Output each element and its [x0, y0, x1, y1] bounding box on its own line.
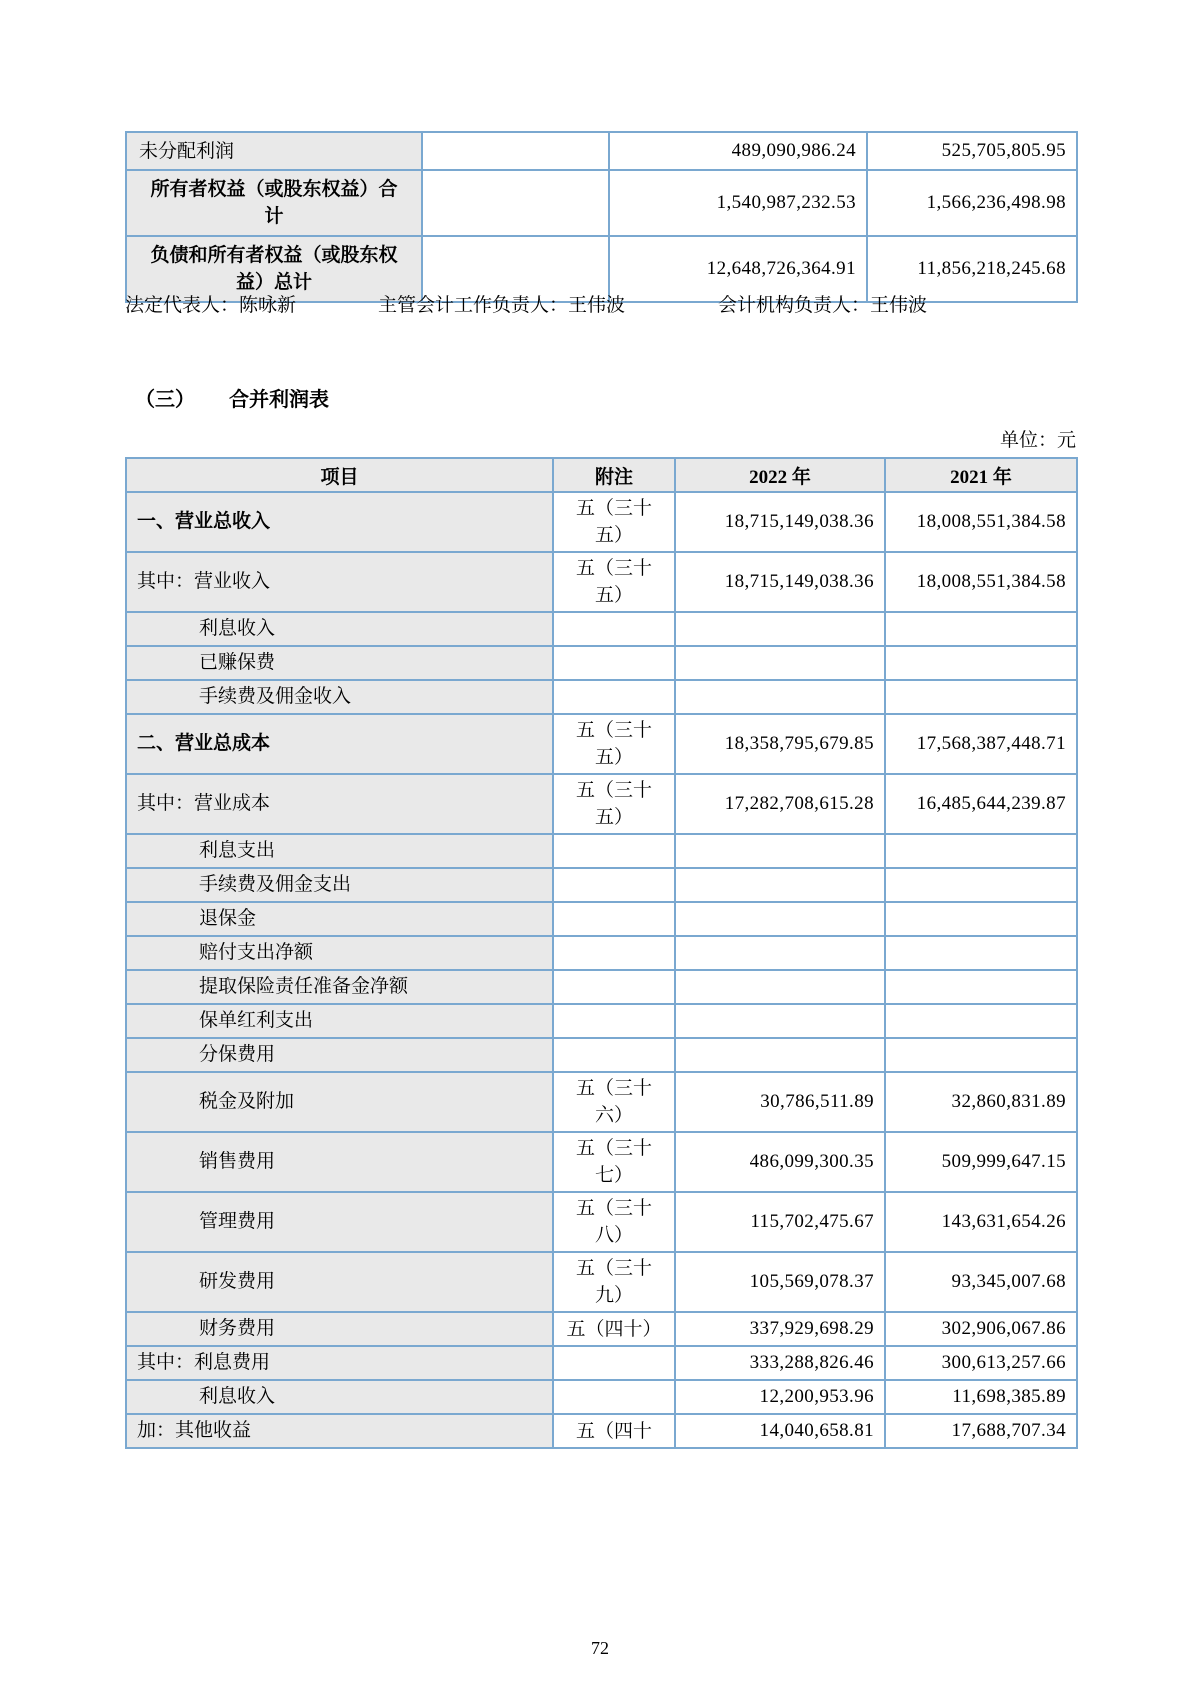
- note-cell: [553, 1380, 675, 1414]
- section-title: 合并利润表: [229, 389, 329, 411]
- note-cell: [553, 902, 675, 936]
- note-cell: [553, 646, 675, 680]
- value-2021-cell: 18,008,551,384.58: [885, 552, 1077, 612]
- table-row: [126, 902, 1077, 936]
- value-2022-cell: [675, 902, 885, 936]
- note-cell: [553, 936, 675, 970]
- note-cell: [422, 170, 609, 236]
- value-2022-cell: 14,040,658.81: [675, 1414, 885, 1448]
- unit-label: 单位：元: [999, 430, 1076, 451]
- note-cell: [553, 970, 675, 1004]
- header-2021: 2021 年: [885, 458, 1077, 492]
- value-2021-cell: [885, 680, 1077, 714]
- value-2021-cell: 11,856,218,245.68: [867, 236, 1077, 302]
- value-2022-cell: 333,288,826.46: [675, 1346, 885, 1380]
- table-row: [126, 1346, 1077, 1380]
- accounting-dept-head-signature: 会计机构负责人：王伟波: [718, 295, 928, 316]
- value-2022-cell: 18,358,795,679.85: [675, 714, 885, 774]
- value-2021-cell: [885, 1004, 1077, 1038]
- table-row: [126, 774, 1077, 834]
- note-cell: 五（三十六）: [553, 1072, 675, 1132]
- table-row: [126, 1004, 1077, 1038]
- table-row: [126, 170, 1077, 236]
- header-2022: 2022 年: [675, 458, 885, 492]
- income-statement-table: [125, 457, 1078, 1449]
- balance-sheet-continuation-table: [125, 131, 1078, 303]
- value-2022-cell: 486,099,300.35: [675, 1132, 885, 1192]
- item-label-cell: 其中：营业收入: [126, 552, 553, 612]
- item-label-cell: 利息收入: [126, 612, 553, 646]
- value-2022-cell: 105,569,078.37: [675, 1252, 885, 1312]
- value-2021-cell: 32,860,831.89: [885, 1072, 1077, 1132]
- value-2022-cell: [675, 936, 885, 970]
- item-label-cell: 利息收入: [126, 1380, 553, 1414]
- table-row: [126, 714, 1077, 774]
- value-2021-cell: 18,008,551,384.58: [885, 492, 1077, 552]
- table-row: [126, 1252, 1077, 1312]
- section-number: （三）: [135, 389, 195, 411]
- value-2022-cell: 1,540,987,232.53: [609, 170, 867, 236]
- note-cell: [553, 868, 675, 902]
- value-2021-cell: [885, 1038, 1077, 1072]
- item-label-cell: 退保金: [126, 902, 553, 936]
- item-label-cell: 管理费用: [126, 1192, 553, 1252]
- note-cell: [553, 680, 675, 714]
- table-row: [126, 970, 1077, 1004]
- note-cell: [553, 1346, 675, 1380]
- item-label-cell: 提取保险责任准备金净额: [126, 970, 553, 1004]
- value-2022-cell: [675, 970, 885, 1004]
- note-cell: 五（三十九）: [553, 1252, 675, 1312]
- item-label-cell: 未分配利润: [126, 132, 422, 170]
- value-2021-cell: [885, 936, 1077, 970]
- value-2021-cell: 300,613,257.66: [885, 1346, 1077, 1380]
- item-label-cell: 手续费及佣金收入: [126, 680, 553, 714]
- value-2021-cell: 525,705,805.95: [867, 132, 1077, 170]
- value-2022-cell: [675, 834, 885, 868]
- table-row: [126, 612, 1077, 646]
- legal-representative-signature: 法定代表人：陈咏新: [125, 295, 297, 316]
- chief-accounting-officer-signature: 主管会计工作负责人：王伟波: [378, 295, 626, 316]
- table-row: [126, 492, 1077, 552]
- table-row: [126, 936, 1077, 970]
- item-label-cell: 二、营业总成本: [126, 714, 553, 774]
- item-label-cell: 一、营业总收入: [126, 492, 553, 552]
- value-2022-cell: 12,200,953.96: [675, 1380, 885, 1414]
- item-label-cell: 手续费及佣金支出: [126, 868, 553, 902]
- table-row: [126, 1132, 1077, 1192]
- table-row: [126, 1072, 1077, 1132]
- value-2021-cell: 302,906,067.86: [885, 1312, 1077, 1346]
- item-label-cell: 保单红利支出: [126, 1004, 553, 1038]
- header-item: 项目: [126, 458, 553, 492]
- value-2022-cell: 18,715,149,038.36: [675, 492, 885, 552]
- item-label-cell: 负债和所有者权益（或股东权益）总计: [126, 236, 422, 302]
- value-2022-cell: [675, 612, 885, 646]
- header-note: 附注: [553, 458, 675, 492]
- item-label-cell: 财务费用: [126, 1312, 553, 1346]
- table-row: [126, 680, 1077, 714]
- item-label-cell: 研发费用: [126, 1252, 553, 1312]
- note-cell: 五（四十）: [553, 1312, 675, 1346]
- table-row: [126, 1038, 1077, 1072]
- value-2021-cell: 93,345,007.68: [885, 1252, 1077, 1312]
- item-label-cell: 加：其他收益: [126, 1414, 553, 1448]
- value-2022-cell: 489,090,986.24: [609, 132, 867, 170]
- value-2021-cell: [885, 612, 1077, 646]
- item-label-cell: 所有者权益（或股东权益）合计: [126, 170, 422, 236]
- note-cell: [553, 612, 675, 646]
- table-row: [126, 1312, 1077, 1346]
- value-2021-cell: 1,566,236,498.98: [867, 170, 1077, 236]
- value-2021-cell: [885, 868, 1077, 902]
- value-2022-cell: [675, 646, 885, 680]
- value-2021-cell: 143,631,654.26: [885, 1192, 1077, 1252]
- value-2022-cell: 115,702,475.67: [675, 1192, 885, 1252]
- table-row: [126, 1192, 1077, 1252]
- note-cell: 五（三十五）: [553, 552, 675, 612]
- value-2022-cell: 17,282,708,615.28: [675, 774, 885, 834]
- value-2022-cell: [675, 868, 885, 902]
- item-label-cell: 其中：营业成本: [126, 774, 553, 834]
- value-2021-cell: [885, 646, 1077, 680]
- signature-line: [125, 290, 1076, 318]
- table-row: [126, 552, 1077, 612]
- value-2021-cell: 509,999,647.15: [885, 1132, 1077, 1192]
- note-cell: [422, 132, 609, 170]
- income-table-header-row: [126, 458, 1077, 492]
- table-row: [126, 834, 1077, 868]
- item-label-cell: 税金及附加: [126, 1072, 553, 1132]
- item-label-cell: 利息支出: [126, 834, 553, 868]
- value-2021-cell: [885, 834, 1077, 868]
- table-row: [126, 1380, 1077, 1414]
- note-cell: [553, 834, 675, 868]
- note-cell: [553, 1038, 675, 1072]
- table-row: [126, 646, 1077, 680]
- item-label-cell: 销售费用: [126, 1132, 553, 1192]
- value-2022-cell: 12,648,726,364.91: [609, 236, 867, 302]
- value-2021-cell: 11,698,385.89: [885, 1380, 1077, 1414]
- value-2022-cell: 337,929,698.29: [675, 1312, 885, 1346]
- item-label-cell: 其中：利息费用: [126, 1346, 553, 1380]
- table-row: [126, 868, 1077, 902]
- note-cell: [553, 1004, 675, 1038]
- value-2021-cell: [885, 970, 1077, 1004]
- value-2022-cell: [675, 1038, 885, 1072]
- value-2022-cell: [675, 1004, 885, 1038]
- value-2021-cell: 17,568,387,448.71: [885, 714, 1077, 774]
- page-number: 72: [591, 1638, 609, 1658]
- item-label-cell: 已赚保费: [126, 646, 553, 680]
- item-label-cell: 分保费用: [126, 1038, 553, 1072]
- note-cell: 五（三十五）: [553, 492, 675, 552]
- note-cell: 五（四十: [553, 1414, 675, 1448]
- note-cell: 五（三十五）: [553, 774, 675, 834]
- value-2021-cell: [885, 902, 1077, 936]
- note-cell: 五（三十八）: [553, 1192, 675, 1252]
- value-2022-cell: [675, 680, 885, 714]
- value-2022-cell: 18,715,149,038.36: [675, 552, 885, 612]
- value-2022-cell: 30,786,511.89: [675, 1072, 885, 1132]
- value-2021-cell: 16,485,644,239.87: [885, 774, 1077, 834]
- section-heading: [135, 383, 329, 412]
- table-row: [126, 132, 1077, 170]
- item-label-cell: 赔付支出净额: [126, 936, 553, 970]
- note-cell: 五（三十七）: [553, 1132, 675, 1192]
- note-cell: 五（三十五）: [553, 714, 675, 774]
- value-2021-cell: 17,688,707.34: [885, 1414, 1077, 1448]
- table-row: [126, 1414, 1077, 1448]
